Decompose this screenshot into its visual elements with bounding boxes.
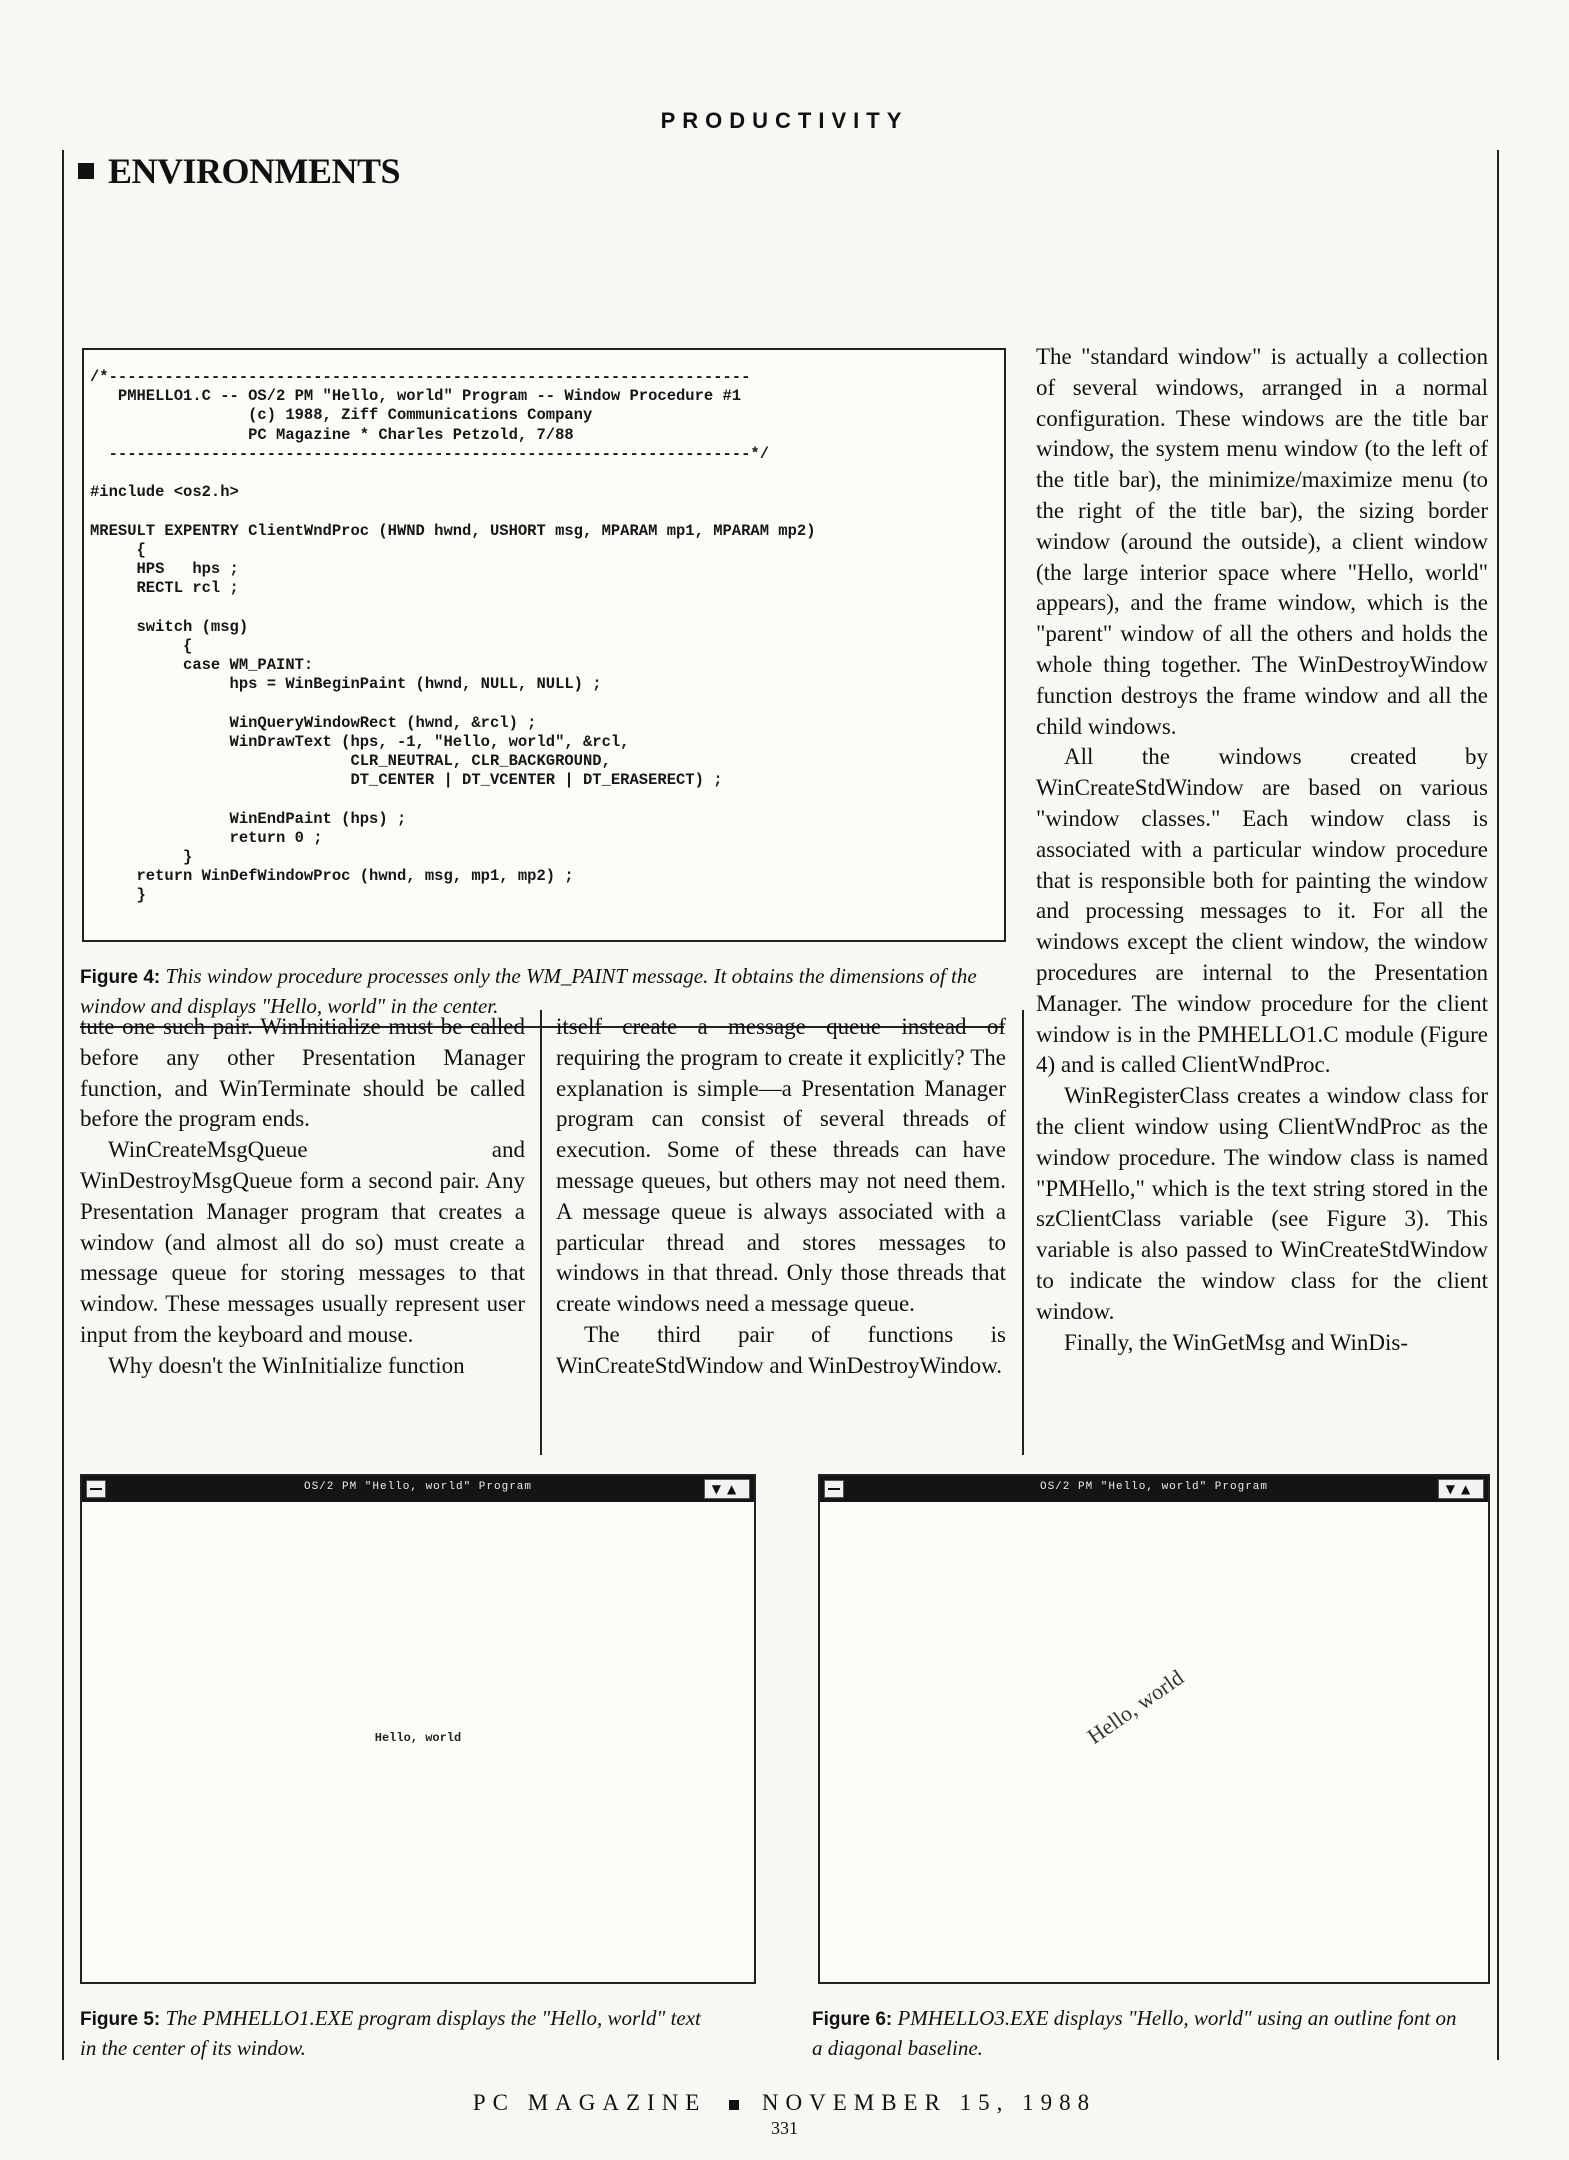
figure-6-label: Figure 6: <box>812 2009 893 2030</box>
section-heading-text: ENVIRONMENTS <box>108 151 401 191</box>
body-column-1 <box>80 1012 525 1382</box>
client-hello-diagonal-text: Hello, world <box>1082 1664 1188 1749</box>
left-margin-rule <box>62 150 64 2060</box>
page-number: 331 <box>771 2118 798 2138</box>
figure-5-label: Figure 5: <box>80 2009 161 2030</box>
section-heading <box>78 150 400 192</box>
footer-bullet-icon <box>729 2100 739 2110</box>
title-bar[interactable] <box>82 1476 754 1502</box>
paragraph: Finally, the WinGetMsg and WinDis- <box>1064 1329 1408 1355</box>
figure-4-caption-text: This window procedure processes only the WM_PAINT message. It obtains the dimensions of the window and displays "Hello, world" in the center. <box>80 964 977 1018</box>
minimize-maximize-icon[interactable]: ▼▲ <box>704 1479 750 1499</box>
code-text: /*--------------------------------------------------------------------- PMHELLO1.C -- OS/2 PM "Hello, world" Program -- Window Procedure #1 (c) 1988, Ziff Communications Company PC Magazine * Charles Petzold, 7/88 ---------------------------------------------------------------------*/ #include <os2.h> MRESULT EXPENTRY ClientWndProc (HWND hwnd, USHORT msg, MPARAM mp1, MPARAM mp2) { HPS hps ; RECTL rcl ; switch (msg) { case WM_PAINT: hps = WinBeginPaint (hwnd, NULL, NULL) ; WinQueryWindowRect (hwnd, &rcl) ; WinDrawText (hps, -1, "Hello, world", &rcl, CLR_NEUTRAL, CLR_BACKGROUND, DT_CENTER | DT_VCENTER | DT_ERASERECT) ; WinEndPaint (hps) ; return 0 ; } return WinDefWindowProc (hwnd, msg, mp1, mp2) ; } <box>90 368 816 905</box>
paragraph: tute one such pair. WinInitialize must be called before any other Presentation Manager function, and WinTerminate should be called before the program ends. <box>80 1014 525 1132</box>
paragraph: The "standard window" is actually a collection of several windows, arranged in a normal configuration. These windows are the title bar window, the system menu window (to the left of the title bar), the minimize/maximize menu (to the right of the title bar), the sizing border window (around the outside), a client window (the large interior space where "Hello, world" appears), and the frame window, which is the "parent" window of all the others and holds the whole thing together. The WinDestroyWindow function destroys the frame window and all the child windows. <box>1036 344 1488 739</box>
body-column-3 <box>1036 342 1488 1358</box>
window-title: OS/2 PM "Hello, world" Program <box>303 1481 533 1493</box>
body-column-2 <box>556 1012 1006 1382</box>
client-hello-text: Hello, world <box>374 1731 462 1745</box>
page-footer <box>0 2090 1569 2116</box>
section-kicker: PRODUCTIVITY <box>660 108 909 133</box>
window-title: OS/2 PM "Hello, world" Program <box>1039 1481 1269 1493</box>
figure-6-window <box>818 1474 1490 1984</box>
title-bar[interactable] <box>820 1476 1488 1502</box>
figure-5-window <box>80 1474 756 1984</box>
right-margin-rule <box>1497 150 1499 2060</box>
footer-magazine: PC MAGAZINE <box>472 2090 707 2115</box>
figure-4-label: Figure 4: <box>80 967 161 988</box>
column-rule-1 <box>540 1010 542 1455</box>
figure-5-caption <box>80 2004 720 2063</box>
paragraph: WinRegisterClass creates a window class for the client window using ClientWndProc as the window procedure. The window class is named "PMHello," which is the text string stored in the szClientClass variable (see Figure 3). This variable is also passed to WinCreateStdWindow to indicate the window class for the client window. <box>1036 1083 1488 1324</box>
figure-5-caption-text: The PMHELLO1.EXE program displays the "Hello, world" text in the center of its window. <box>80 2006 701 2060</box>
paragraph: All the windows created by WinCreateStdWindow are based on various "window classes." Each window class is associated with a particular window procedure that is responsible both for painting the window and processing messages to it. For all the windows except the client window, the window procedures are internal to the Presentation Manager. The window procedure for the client window is in the PMHELLO1.C module (Figure 4) and is called ClientWndProc. <box>1036 744 1488 1078</box>
paragraph: Why doesn't the WinInitialize function <box>108 1352 465 1378</box>
column-rule-2 <box>1022 1010 1024 1455</box>
figure-6-caption <box>812 2004 1472 2063</box>
paragraph: itself create a message queue instead of requiring the program to create it explicitly? The explanation is simple—a Presentation Manager program can consist of several threads of execution. Some of these threads can have message queues, but others may not need them. A message queue is always associated with a particular thread and stores messages to windows in that thread. Only those threads that create windows need a message queue. <box>556 1014 1006 1317</box>
bullet-square-icon <box>78 163 94 179</box>
figure-4-code-listing <box>82 348 1006 942</box>
paragraph: WinCreateMsgQueue and WinDestroyMsgQueue form a second pair. Any Presentation Manager program that creates a window (and almost all do so) must create a message queue for storing messages to that window. These messages usually represent user input from the keyboard and mouse. <box>80 1137 525 1347</box>
footer-date: NOVEMBER 15, 1988 <box>761 2090 1097 2115</box>
paragraph: The third pair of functions is WinCreateStdWindow and WinDestroyWindow. <box>556 1321 1006 1378</box>
figure-6-caption-text: PMHELLO3.EXE displays "Hello, world" using an outline font on a diagonal baseline. <box>812 2006 1457 2060</box>
minimize-maximize-icon[interactable]: ▼▲ <box>1438 1479 1484 1499</box>
